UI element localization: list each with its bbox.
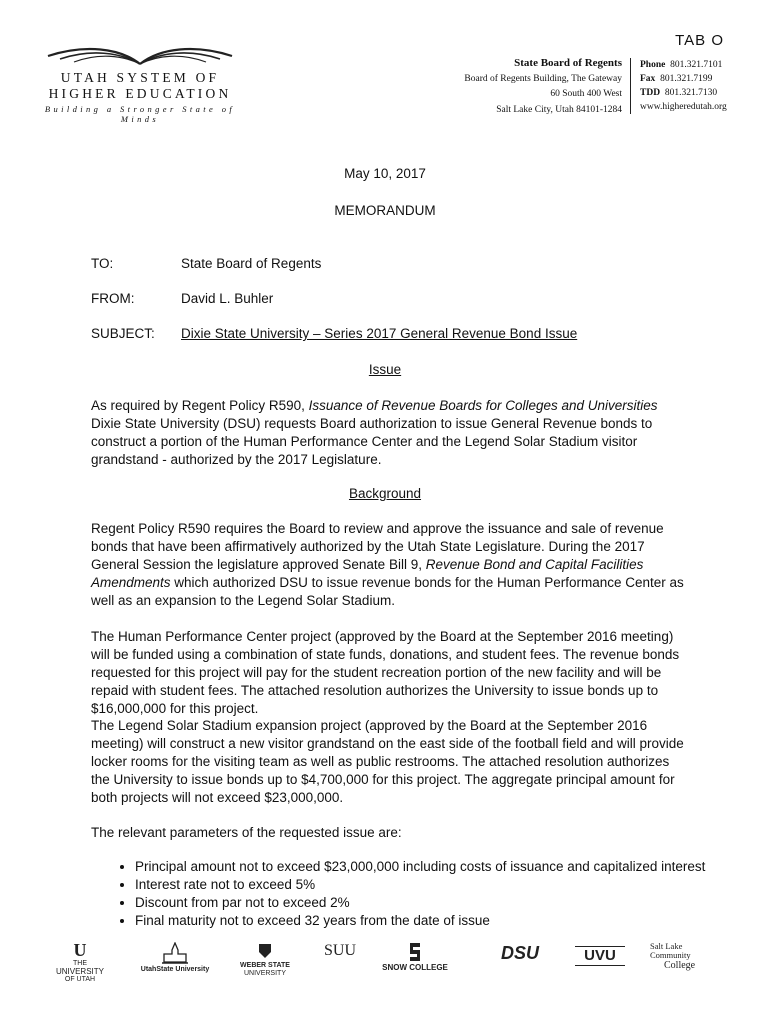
logo-line-1: UTAH SYSTEM OF — [60, 70, 220, 85]
logo-tagline: Building a Stronger State of Minds — [44, 104, 236, 124]
list-item: • Final maturity not to exceed 32 years from the date of issue — [135, 912, 735, 930]
address-line-1: Board of Regents Building, The Gateway — [464, 73, 622, 84]
issue-heading: Issue — [368, 362, 402, 377]
address-line-3: Salt Lake City, Utah 84101-1284 — [496, 104, 622, 115]
list-item: • Principal amount not to exceed $23,000,000 including costs of issuance and capitalized interest — [135, 858, 735, 876]
fax-label: Fax — [640, 74, 656, 84]
memo-title: MEMORANDUM — [334, 203, 436, 218]
board-name: State Board of Regents — [514, 57, 622, 69]
background-paragraph-2: The Human Performance Center project (approved by the Board at the September 2016 meeting) will be funded using a combination of state funds, donations, and student fees. The revenue bonds requested for this project will pay for the student recreation portion of the new facility and will be repaid with student fees. The attached resolution authorizes the University to issue bonds up to $16,000,000 for this project. — [91, 629, 680, 716]
footer-logos — [40, 942, 740, 986]
snow-s-icon — [409, 942, 421, 962]
to-value: State Board of Regents — [181, 256, 322, 271]
address-line-2: 60 South 400 West — [550, 89, 622, 99]
list-item: • Discount from par not to exceed 2% — [135, 894, 735, 912]
header-divider — [630, 58, 631, 114]
address-block — [464, 56, 622, 118]
book-wings-icon — [40, 40, 240, 68]
subject-label: SUBJECT: — [91, 326, 155, 341]
uofu-logo: U THE UNIVERSITY OF UTAH — [50, 942, 110, 984]
from-label: FROM: — [91, 291, 135, 306]
list-item: • Interest rate not to exceed 5% — [135, 876, 735, 894]
background-heading: Background — [348, 486, 422, 501]
background-paragraph-3: The Legend Solar Stadium expansion project (approved by the Board at the September 2016 meeting) will construct a new visitor grandstand on the east side of the football field and will provide locker rooms for the visiting team as well as public restrooms. The attached resolution authorizes the University to issue bonds up to $4,700,000 for this project. The aggregate principal amount for both projects will not exceed $23,000,000. — [91, 718, 684, 805]
suu-logo: SUU — [323, 942, 356, 959]
tab-label: TAB O — [675, 32, 724, 49]
fax-number: 801.321.7199 — [660, 74, 713, 84]
subject-value: Dixie State University – Series 2017 General Revenue Bond Issue — [181, 326, 578, 341]
phone-number: 801.321.7101 — [670, 60, 723, 70]
slcc-logo: Salt Lake Community College — [650, 941, 696, 971]
snow-logo: SNOW COLLEGE — [380, 942, 450, 972]
contact-block — [640, 58, 727, 114]
weber-logo: WEBER STATE UNIVERSITY — [230, 942, 300, 978]
ushe-logo — [40, 40, 240, 124]
shield-icon — [257, 942, 273, 960]
to-label: TO: — [91, 256, 114, 271]
dsu-logo: DSU — [500, 943, 539, 963]
issue-paragraph: As required by Regent Policy R590, Issuance of Revenue Boards for Colleges and Universities Dixie State University (DSU) requests Board authorization to issue General Revenue bonds to construct a portion of the Human Performance Center and the Legend Solar Stadium visitor grandstand - authorized by the 2017 Legislature. — [91, 398, 658, 467]
logo-line-2: HIGHER EDUCATION — [48, 86, 232, 101]
phone-label: Phone — [640, 60, 666, 70]
usu-logo: UtahState University — [140, 942, 210, 974]
parameters-intro: The relevant parameters of the requested issue are: — [91, 825, 402, 840]
tdd-label: TDD — [640, 88, 661, 98]
tdd-number: 801.321.7130 — [664, 88, 718, 98]
parameters-list — [113, 858, 735, 930]
from-value: David L. Buhler — [181, 291, 274, 306]
old-main-tower-icon — [160, 942, 190, 964]
memo-date: May 10, 2017 — [344, 166, 426, 181]
website-link[interactable]: www.higheredutah.org — [640, 102, 727, 112]
background-paragraph-1: Regent Policy R590 requires the Board to review and approve the issuance and sale of revenue bonds that have been affirmatively authorized by the Utah State Legislature. During the 2017 General Session the legislature approved Senate Bill 9, Revenue Bond and Capital Facilities Amendments which authorized DSU to issue revenue bonds for the Human Performance Center as well as an expansion to the Legend Solar Stadium. — [91, 521, 684, 608]
block-u-icon: U — [73, 940, 87, 960]
uvu-logo: UVU — [575, 942, 625, 966]
